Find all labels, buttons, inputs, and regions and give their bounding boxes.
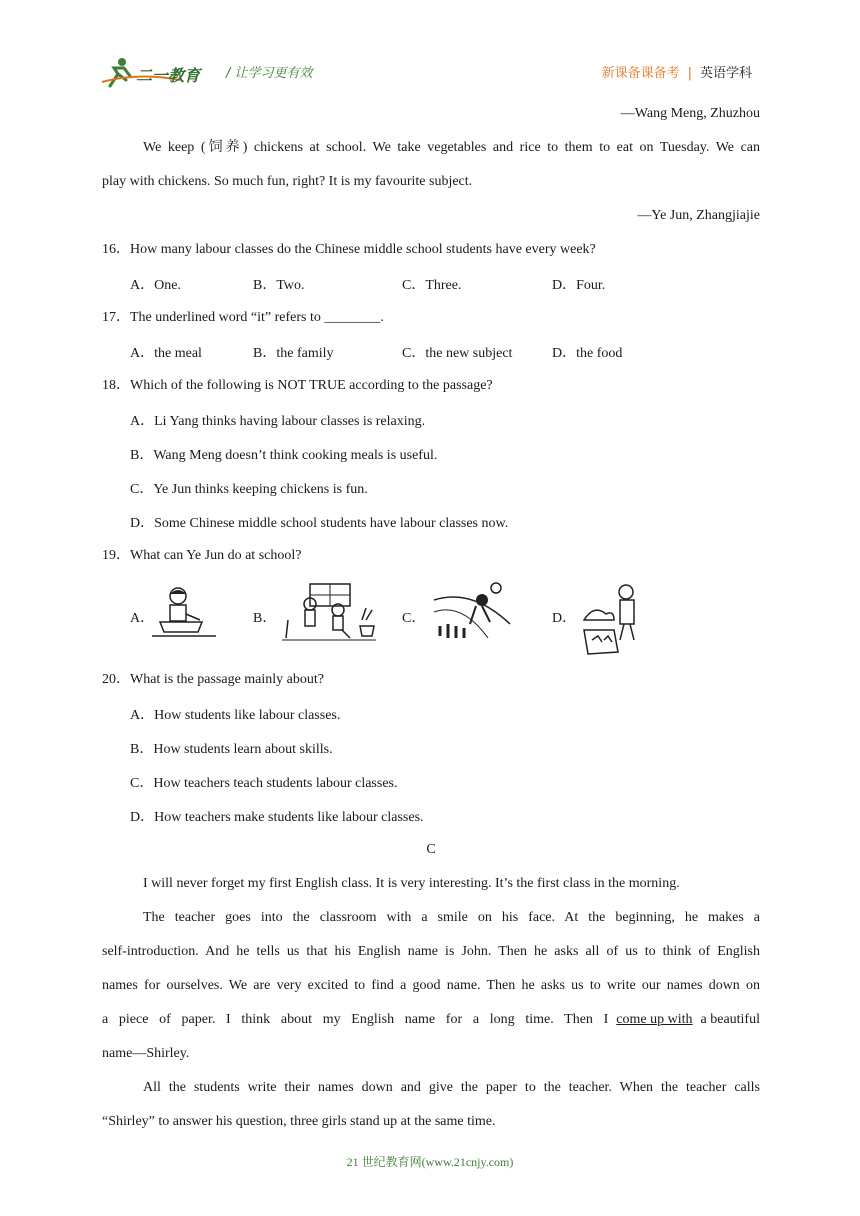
header-subject-label: 英语学科: [699, 66, 752, 81]
section-heading-c: C: [426, 842, 436, 857]
option-c[interactable]: C．: [402, 611, 426, 626]
option-b[interactable]: B．Wang Meng doesn’t think cooking meals is useful.: [130, 448, 438, 463]
passage-c-line: names for ourselves. We are very excited to find a good name. Then he asks us to write our names down on: [102, 978, 760, 993]
option-c[interactable]: C．Ye Jun thinks keeping chickens is fun.: [130, 482, 368, 497]
farming-picture-icon[interactable]: [432, 580, 512, 642]
passage-c-line: “Shirley” to answer his question, three girls stand up at the same time.: [102, 1114, 496, 1129]
option-d[interactable]: D．How teachers make students like labour classes.: [130, 810, 424, 825]
option-b[interactable]: B．How students learn about skills.: [130, 742, 333, 757]
question-17: 17．The underlined word “it” refers to ________.: [102, 310, 384, 325]
option-a[interactable]: A．: [130, 611, 155, 626]
passage-c-line: name—Shirley.: [102, 1046, 190, 1061]
passage-c-text: a piece of paper. I think about my English name for a long time. Then I: [102, 1012, 609, 1027]
passage-b-line: We keep (饲养) chickens at school. We take vegetables and rice to them to eat on Tuesday. We can: [143, 140, 760, 155]
option-a[interactable]: A．How students like labour classes.: [130, 708, 341, 723]
passage-c-line: [102, 1010, 760, 1030]
passage-c-paragraph: I will never forget my first English class. It is very interesting. It’s the first class in the morning.: [143, 876, 680, 891]
chicken-feeding-picture-icon[interactable]: [580, 582, 648, 658]
slogan: / 让学习更有效: [226, 66, 313, 81]
option-b[interactable]: B．the family: [253, 346, 334, 361]
header-subject: [602, 62, 752, 81]
option-b[interactable]: B．: [253, 611, 277, 626]
cooking-picture-icon[interactable]: [150, 586, 218, 642]
option-d[interactable]: D．the food: [552, 346, 623, 361]
passage-c-text: a beautiful: [700, 1012, 760, 1027]
option-a[interactable]: A．the meal: [130, 346, 202, 361]
option-a[interactable]: A．One.: [130, 278, 181, 293]
brand-logo: [100, 56, 212, 90]
option-d[interactable]: D．: [552, 611, 577, 626]
option-c[interactable]: C．the new subject: [402, 346, 513, 361]
cleaning-picture-icon[interactable]: [280, 580, 378, 642]
passage-c-line: The teacher goes into the classroom with a smile on his face. At the beginning, he makes a: [143, 910, 760, 925]
option-d[interactable]: D．Four.: [552, 278, 606, 293]
passage-c-line: All the students write their names down and give the paper to the teacher. When the teacher calls: [143, 1080, 760, 1095]
signature-ye: —Ye Jun, Zhangjiajie: [637, 208, 760, 223]
header-course-label: 新课备课备考: [601, 66, 680, 81]
question-19: 19．What can Ye Jun do at school?: [102, 548, 302, 563]
passage-b-line: play with chickens. So much fun, right? It is my favourite subject.: [102, 174, 473, 189]
question-16: 16．How many labour classes do the Chinese middle school students have every week?: [102, 242, 596, 257]
option-a[interactable]: A．Li Yang thinks having labour classes is relaxing.: [130, 414, 426, 429]
header-divider: |: [687, 66, 692, 81]
option-c[interactable]: C．How teachers teach students labour classes.: [130, 776, 398, 791]
option-d[interactable]: D．Some Chinese middle school students have labour classes now.: [130, 516, 509, 531]
page-footer: 21 世纪教育网(www.21cnjy.com): [346, 1155, 514, 1169]
signature-wang: —Wang Meng, Zhuzhou: [620, 106, 760, 121]
question-18: 18．Which of the following is NOT TRUE according to the passage?: [102, 378, 493, 393]
passage-c-line: self-introduction. And he tells us that his English name is John. Then he asks all of us to think of English: [102, 944, 760, 959]
option-b[interactable]: B．Two.: [253, 278, 305, 293]
question-20: 20．What is the passage mainly about?: [102, 672, 324, 687]
option-c[interactable]: C．Three.: [402, 278, 462, 293]
logo-text: 二一教育: [136, 66, 201, 85]
underlined-phrase: come up with: [616, 1012, 693, 1027]
